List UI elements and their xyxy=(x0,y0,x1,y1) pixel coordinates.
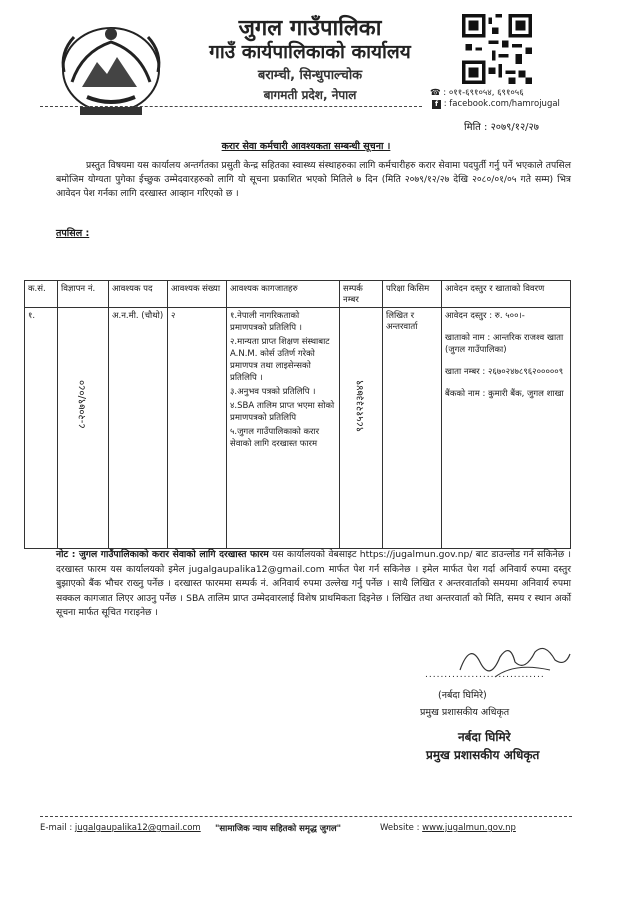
stamp-post: प्रमुख प्रशासकीय अधिकृत xyxy=(426,748,540,762)
document-item: २.मान्यता प्राप्त शिक्षण संस्थाबाट A.N.M. कोर्स उतिर्ण गरेको प्रमाणपत्र तथा लाइसेन्सको प्रतिलिपि । xyxy=(230,337,330,383)
contact-number: ९८५१२३३७४९ xyxy=(355,380,366,432)
website-label: Website : xyxy=(380,823,420,833)
notice-body: प्रस्तुत विषयमा यस कार्यालय अन्तर्गतका प्रसुती केन्द्र सहितका स्वास्थ्य संस्थाहरुका लागि कर्मचारीहरु करार सेवामा पदपुर्ती गर्नु पर्ने भएकाले तपसिल बमोजिम योग्यता पुगेका ईच्छुक उम्मेदवारहरुको लागि यो सूचना प्रकाशित भएको मितिले ७ दिन (मिति २०७९/१२/२७ देखि २०८०/०१/०५ गते सम्म) भित्र आवेदन पेश गर्नका लागि दरखास्त आव्हान गरिएको छ । xyxy=(56,160,571,200)
col-header: विज्ञापन नं. xyxy=(58,281,109,308)
document-item: ५.जुगल गाउँपालिकाको करार सेवाको लागि दरखास्त फारम xyxy=(230,427,320,449)
stamp-name: नर्बदा घिमिरे xyxy=(458,730,511,744)
signatory-post: प्रमुख प्रशासकीय अधिकृत xyxy=(420,707,510,718)
document-item: ३.अनुभव पत्रको प्रतिलिपि । xyxy=(230,387,316,397)
cell-documents xyxy=(227,308,340,549)
vacancy-table xyxy=(24,280,571,549)
signature-line: ............................... xyxy=(425,670,545,680)
footer-website xyxy=(380,823,516,833)
cell-exam: लिखित र अन्तरवार्ता xyxy=(383,308,442,549)
cell-count: २ xyxy=(168,308,227,549)
cell-post: अ.न.मी. (चौथो) xyxy=(109,308,168,549)
email-label: E-mail : xyxy=(40,823,73,833)
signatory-name: (नर्बदा घिमिरे) xyxy=(438,690,487,701)
note-paragraph xyxy=(56,548,571,621)
email-link[interactable]: jugalgaupalika12@gmail.com xyxy=(74,823,201,833)
table-header-row xyxy=(25,281,571,308)
col-header: आवश्यक संख्या xyxy=(168,281,227,308)
facebook-line xyxy=(432,99,560,109)
office-location: बराम्ची, सिन्धुपाल्चोक xyxy=(257,68,363,83)
footer-slogan: "सामाजिक न्याय सहितको समृद्ध जुगल" xyxy=(215,824,342,834)
fee-item: आवेदन दस्तुर : रु. ५००।- xyxy=(445,311,525,321)
notice-date: मिति : २०७९/१२/२७ xyxy=(464,122,539,133)
fee-item: खाताको नाम : आन्तरिक राजश्व खाता (जुगल गाउँपालिका) xyxy=(445,333,564,355)
facebook-icon: f xyxy=(432,100,441,109)
col-header: क.सं. xyxy=(25,281,58,308)
footer-email xyxy=(40,823,201,833)
notice-title: करार सेवा कर्मचारी आवश्यकता सम्बन्धी सूचना । xyxy=(221,141,391,152)
document-item: १.नेपाली नागरिकताको प्रमाणपत्रको प्रतिलिपि । xyxy=(230,311,303,333)
municipality-name: जुगल गाउँपालिका xyxy=(238,15,382,41)
cell-advert-no xyxy=(58,308,109,549)
facebook-link[interactable]: : facebook.com/hamrojugal xyxy=(443,99,560,109)
col-header: परिक्षा किसिम xyxy=(383,281,442,308)
document-item: ४.SBA तालिम प्राप्त भएमा सोको प्रमाणपत्रको प्रतिलिपि xyxy=(230,401,335,423)
col-header: आवेदन दस्तुर र खाताको विवरण xyxy=(442,281,571,308)
cell-fee xyxy=(442,308,571,549)
cell-contact xyxy=(340,308,383,549)
qr-code-icon xyxy=(462,14,532,84)
footer-divider xyxy=(40,816,572,817)
fee-item: बैंकको नाम : कुमारी बैंक, जुगल शाखा xyxy=(445,389,564,399)
office-province: बागमती प्रदेश, नेपाल xyxy=(263,88,357,102)
col-header: आवश्यक कागजातहरु xyxy=(227,281,340,308)
col-header: सम्पर्क नम्बर xyxy=(340,281,383,308)
fee-item: खाता नम्बर : २६७०२४७८९६२०००००९ xyxy=(445,367,564,377)
note-text: यस कार्यालयको वेबसाइट https://jugalmun.gov.np/ बाट डाउन्लोड गर्न सकिनेछ । दरखास्त फारम यस कार्यालयको इमेल jugalgaupalika12@gmail.com मार्फत पेश गर्न सकिनेछ । इमेल मार्फत पेश गर्दा अनिवार्य रुपमा दस्तुर बुझाएको बैंक भौचर राख्नु पर्नेछ । दरखास्त फारममा सम्पर्क नं. अनिवार्य रुपमा उल्लेख गर्नु पर्नेछ । साथै लिखित र अन्तरवार्ताको समयमा अनिवार्य रुपमा सक्कल कागजात लिएर आउनु पर्नेछ । SBA तालिम प्राप्त उम्मेदवारलाई विशेष प्राथमिकता दिइनेछ । लिखित तथा अन्तरवार्ता को मिति, समय र स्थान अर्को सूचना मार्फत सूचित गराइनेछ । xyxy=(56,549,571,619)
tapasil-heading: तपसिल : xyxy=(56,228,90,239)
note-label: नोट : जुगल गाउँपालिकाको करार सेवाको लागि दरखास्त फारम xyxy=(56,549,269,560)
cell-sn: १. xyxy=(25,308,58,549)
nepal-emblem-logo xyxy=(52,12,170,120)
header-divider xyxy=(40,106,422,107)
table-row xyxy=(25,308,571,549)
advert-no-text: ८-२०७९/०८० xyxy=(77,380,88,429)
office-name: गाउँ कार्यपालिकाको कार्यालय xyxy=(209,41,411,63)
phone-number: ☎ : ०११-६९१०५४, ६९१०५६ xyxy=(430,88,524,98)
website-link[interactable]: www.jugalmun.gov.np xyxy=(422,823,516,833)
col-header: आवश्यक पद xyxy=(109,281,168,308)
